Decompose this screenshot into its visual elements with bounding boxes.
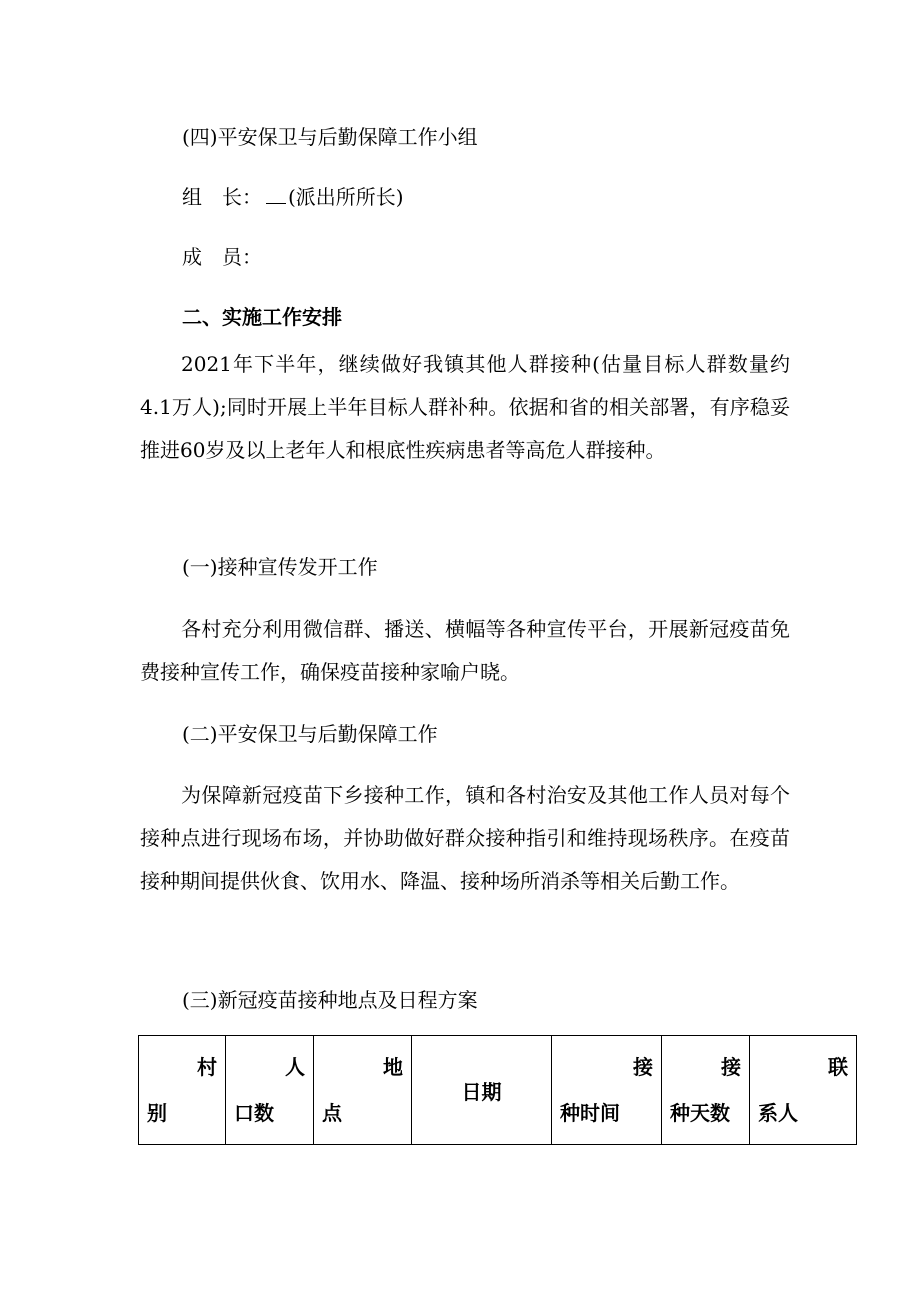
members-label: 成 员： <box>182 245 262 269</box>
leader-label: 组 长： <box>182 185 262 209</box>
schedule-table <box>138 1035 857 1145</box>
subsection-1-paragraph: 各村充分利用微信群、播送、横幅等各种宣传平台，开展新冠疫苗免费接种宣传工作，确保疫苗接种家喻户晓。 <box>140 617 790 684</box>
subsection-2-paragraph: 为保障新冠疫苗下乡接种工作，镇和各村治安及其他工作人员对每个接种点进行现场布场，并协助做好群众接种指引和维持现场秩序。在疫苗接种期间提供伙食、饮用水、降温、接种场所消杀等相关后勤工作。 <box>140 783 790 893</box>
subsection-2-title: (二)平安保卫与后勤保障工作 <box>182 722 438 746</box>
leader-line <box>182 185 404 209</box>
leader-value: (派出所所长) <box>288 185 404 209</box>
header-vaccination-days: 接 种天数 <box>662 1036 750 1145</box>
header-contact: 联 系人 <box>750 1036 857 1145</box>
paragraph-plan: 2021年下半年，继续做好我镇其他人群接种(估量目标人群数量约4.1万人);同时开展上半年目标人群补种。依据和省的相关部署，有序稳妥推进60岁及以上老年人和根底性疾病患者等高危人群接种。 <box>140 352 790 462</box>
group4-title: (四)平安保卫与后勤保障工作小组 <box>182 125 478 149</box>
header-location: 地 点 <box>314 1036 412 1145</box>
header-village: 村 别 <box>139 1036 226 1145</box>
table-header-row <box>139 1036 857 1145</box>
section-heading-2: 二、实施工作安排 <box>182 305 342 329</box>
header-population: 人 口数 <box>226 1036 314 1145</box>
header-date: 日期 <box>412 1036 552 1145</box>
header-vaccination-time: 接 种时间 <box>552 1036 662 1145</box>
leader-blank <box>266 185 286 204</box>
subsection-3-title: (三)新冠疫苗接种地点及日程方案 <box>182 988 478 1012</box>
subsection-1-title: (一)接种宣传发开工作 <box>182 555 378 579</box>
